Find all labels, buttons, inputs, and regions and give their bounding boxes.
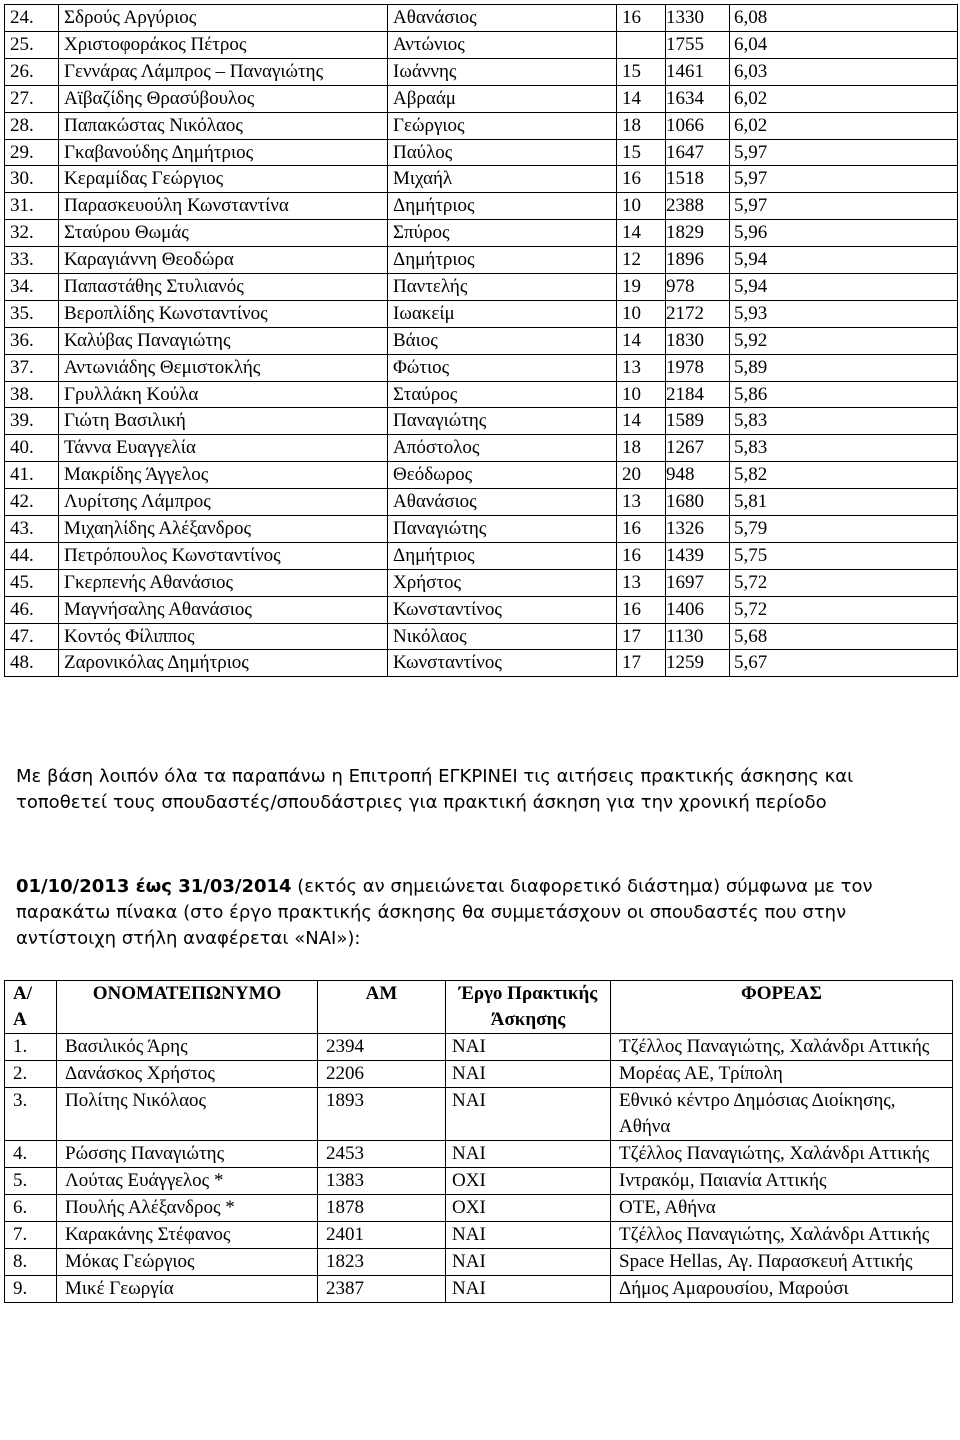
project-participation-cell: ΝΑΙ	[446, 1276, 611, 1303]
semester-cell: 14	[617, 327, 666, 354]
institution-cell: Δήμος Αμαρουσίου, Μαρούσι	[611, 1276, 953, 1303]
ranking-row	[5, 408, 958, 435]
project-participation-cell: ΝΑΙ	[446, 1249, 611, 1276]
ranking-row	[5, 166, 958, 193]
father-name-cell: Γεώργιος	[388, 112, 617, 139]
father-name-cell: Νικόλαος	[388, 623, 617, 650]
institution-cell: Εθνικό κέντρο Δημόσιας Διοίκησης, Αθήνα	[611, 1088, 953, 1141]
ranking-row	[5, 435, 958, 462]
father-name-cell: Δημήτριος	[388, 542, 617, 569]
grade-cell: 5,72	[730, 596, 958, 623]
semester-cell: 14	[617, 85, 666, 112]
am-cell: 1130	[666, 623, 730, 650]
ranking-row	[5, 327, 958, 354]
semester-cell: 14	[617, 220, 666, 247]
row-number-cell: 26.	[5, 58, 59, 85]
index-cell: 5.	[5, 1168, 57, 1195]
project-participation-cell: ΟΧΙ	[446, 1168, 611, 1195]
semester-cell: 13	[617, 489, 666, 516]
am-cell: 1461	[666, 58, 730, 85]
institution-cell: ΟΤΕ, Αθήνα	[611, 1195, 953, 1222]
surname-name-cell: Ζαρονικόλας Δημήτριος	[59, 650, 388, 677]
grade-cell: 6,03	[730, 58, 958, 85]
ranking-row	[5, 516, 958, 543]
am-cell: 1330	[666, 5, 730, 32]
placement-row	[5, 1088, 953, 1141]
am-cell: 1634	[666, 85, 730, 112]
row-number-cell: 32.	[5, 220, 59, 247]
am-cell: 2206	[318, 1061, 446, 1088]
am-cell: 2172	[666, 300, 730, 327]
project-participation-cell: ΝΑΙ	[446, 1061, 611, 1088]
ranking-row	[5, 85, 958, 112]
am-cell: 1267	[666, 435, 730, 462]
row-number-cell: 40.	[5, 435, 59, 462]
ranking-row	[5, 274, 958, 301]
grade-cell: 6,08	[730, 5, 958, 32]
father-name-cell: Ιωάννης	[388, 58, 617, 85]
ranking-row	[5, 31, 958, 58]
am-cell: 1896	[666, 247, 730, 274]
placement-row	[5, 1141, 953, 1168]
index-cell: 6.	[5, 1195, 57, 1222]
am-cell: 1893	[318, 1088, 446, 1141]
am-cell: 1680	[666, 489, 730, 516]
header-work: Έργο Πρακτικής Άσκησης	[446, 981, 611, 1034]
institution-cell: Τζέλλος Παναγιώτης, Χαλάνδρι Αττικής	[611, 1034, 953, 1061]
ranking-row	[5, 596, 958, 623]
ranking-row	[5, 58, 958, 85]
placement-table-header	[5, 981, 953, 1034]
row-number-cell: 39.	[5, 408, 59, 435]
placement-row	[5, 1061, 953, 1088]
grade-cell: 6,02	[730, 85, 958, 112]
project-participation-cell: ΝΑΙ	[446, 1222, 611, 1249]
semester-cell: 19	[617, 274, 666, 301]
surname-name-cell: Μαγνήσαλης Αθανάσιος	[59, 596, 388, 623]
am-cell: 2453	[318, 1141, 446, 1168]
semester-cell: 10	[617, 300, 666, 327]
student-name-cell: Πολίτης Νικόλαος	[57, 1088, 318, 1141]
father-name-cell: Βάιος	[388, 327, 617, 354]
father-name-cell: Θεόδωρος	[388, 462, 617, 489]
student-name-cell: Λούτας Ευάγγελος *	[57, 1168, 318, 1195]
grade-cell: 5,75	[730, 542, 958, 569]
index-cell: 2.	[5, 1061, 57, 1088]
semester-cell: 15	[617, 58, 666, 85]
row-number-cell: 42.	[5, 489, 59, 516]
father-name-cell: Αθανάσιος	[388, 5, 617, 32]
placement-row	[5, 1034, 953, 1061]
grade-cell: 5,72	[730, 569, 958, 596]
semester-cell: 13	[617, 354, 666, 381]
institution-cell: Ιντρακόμ, Παιανία Αττικής	[611, 1168, 953, 1195]
grade-cell: 5,92	[730, 327, 958, 354]
semester-cell	[617, 31, 666, 58]
am-cell: 1647	[666, 139, 730, 166]
header-index: Α/ Α	[5, 981, 57, 1034]
institution-cell: Τζέλλος Παναγιώτης, Χαλάνδρι Αττικής	[611, 1141, 953, 1168]
father-name-cell: Σπύρος	[388, 220, 617, 247]
father-name-cell: Κωνσταντίνος	[388, 650, 617, 677]
ranking-row	[5, 139, 958, 166]
institution-cell: Space Hellas, Αγ. Παρασκευή Αττικής	[611, 1249, 953, 1276]
father-name-cell: Αθανάσιος	[388, 489, 617, 516]
semester-cell: 10	[617, 381, 666, 408]
semester-cell: 16	[617, 542, 666, 569]
ranking-row	[5, 220, 958, 247]
student-name-cell: Δανάσκος Χρήστος	[57, 1061, 318, 1088]
father-name-cell: Αβραάμ	[388, 85, 617, 112]
surname-name-cell: Παπακώστας Νικόλαος	[59, 112, 388, 139]
student-name-cell: Μικέ Γεωργία	[57, 1276, 318, 1303]
am-cell: 1383	[318, 1168, 446, 1195]
placement-row	[5, 1276, 953, 1303]
am-cell: 2388	[666, 193, 730, 220]
am-cell: 2387	[318, 1276, 446, 1303]
row-number-cell: 27.	[5, 85, 59, 112]
header-row	[5, 981, 953, 1034]
am-cell: 1829	[666, 220, 730, 247]
period-paragraph	[16, 874, 936, 952]
grade-cell: 5,86	[730, 381, 958, 408]
surname-name-cell: Μιχαηλίδης Αλέξανδρος	[59, 516, 388, 543]
semester-cell: 18	[617, 435, 666, 462]
semester-cell: 16	[617, 596, 666, 623]
header-name: ΟΝΟΜΑΤΕΠΩΝΥΜΟ	[57, 981, 318, 1034]
institution-cell: Μορέας ΑΕ, Τρίπολη	[611, 1061, 953, 1088]
grade-cell: 5,97	[730, 139, 958, 166]
grade-cell: 5,97	[730, 166, 958, 193]
placement-row	[5, 1168, 953, 1195]
index-cell: 9.	[5, 1276, 57, 1303]
ranking-row	[5, 489, 958, 516]
surname-name-cell: Λυρίτσης Λάμπρος	[59, 489, 388, 516]
surname-name-cell: Παπαστάθης Στυλιανός	[59, 274, 388, 301]
row-number-cell: 46.	[5, 596, 59, 623]
row-number-cell: 38.	[5, 381, 59, 408]
am-cell: 978	[666, 274, 730, 301]
semester-cell: 16	[617, 166, 666, 193]
semester-cell: 10	[617, 193, 666, 220]
student-name-cell: Βασιλικός Άρης	[57, 1034, 318, 1061]
grade-cell: 5,94	[730, 247, 958, 274]
grade-cell: 5,79	[730, 516, 958, 543]
grade-cell: 5,89	[730, 354, 958, 381]
placement-table-body	[5, 1034, 953, 1303]
header-am: ΑΜ	[318, 981, 446, 1034]
grade-cell: 6,04	[730, 31, 958, 58]
row-number-cell: 44.	[5, 542, 59, 569]
ranking-row	[5, 193, 958, 220]
surname-name-cell: Σταύρου Θωμάς	[59, 220, 388, 247]
row-number-cell: 29.	[5, 139, 59, 166]
father-name-cell: Παναγιώτης	[388, 516, 617, 543]
am-cell: 1259	[666, 650, 730, 677]
grade-cell: 5,96	[730, 220, 958, 247]
surname-name-cell: Παρασκευούλη Κωνσταντίνα	[59, 193, 388, 220]
father-name-cell: Ιωακείμ	[388, 300, 617, 327]
student-name-cell: Μόκας Γεώργιος	[57, 1249, 318, 1276]
am-cell: 1406	[666, 596, 730, 623]
grade-cell: 5,82	[730, 462, 958, 489]
placement-row	[5, 1195, 953, 1222]
semester-cell: 13	[617, 569, 666, 596]
ranking-row	[5, 462, 958, 489]
surname-name-cell: Κεραμίδας Γεώργιος	[59, 166, 388, 193]
father-name-cell: Δημήτριος	[388, 193, 617, 220]
ranking-row	[5, 300, 958, 327]
ranking-row	[5, 650, 958, 677]
student-name-cell: Πουλής Αλέξανδρος *	[57, 1195, 318, 1222]
father-name-cell: Φώτιος	[388, 354, 617, 381]
surname-name-cell: Κοντός Φίλιππος	[59, 623, 388, 650]
am-cell: 1518	[666, 166, 730, 193]
period-text: (εκτός αν σημειώνεται διαφορετικό διάστημα) σύμφωνα με τον παρακάτω πίνακα (στο έργο πρακτικής άσκησης θα συμμετάσχουν οι σπουδαστές που στην αντίστοιχη στήλη αναφέρεται «ΝΑΙ»):	[16, 876, 873, 949]
father-name-cell: Μιχαήλ	[388, 166, 617, 193]
ranking-row	[5, 569, 958, 596]
grade-cell: 5,83	[730, 435, 958, 462]
father-name-cell: Απόστολος	[388, 435, 617, 462]
index-cell: 8.	[5, 1249, 57, 1276]
am-cell: 1697	[666, 569, 730, 596]
row-number-cell: 41.	[5, 462, 59, 489]
semester-cell: 16	[617, 5, 666, 32]
ranking-row	[5, 354, 958, 381]
grade-cell: 5,83	[730, 408, 958, 435]
am-cell: 2394	[318, 1034, 446, 1061]
row-number-cell: 31.	[5, 193, 59, 220]
grade-cell: 5,68	[730, 623, 958, 650]
semester-cell: 16	[617, 516, 666, 543]
row-number-cell: 47.	[5, 623, 59, 650]
grade-cell: 5,81	[730, 489, 958, 516]
row-number-cell: 45.	[5, 569, 59, 596]
ranking-row	[5, 542, 958, 569]
approval-paragraph: Με βάση λοιπόν όλα τα παραπάνω η Επιτροπή ΕΓΚΡΙΝΕΙ τις αιτήσεις πρακτικής άσκησης και τοποθετεί τους σπουδαστές/σπουδάστριες για πρακτική άσκηση για την χρονική περίοδο	[16, 766, 854, 813]
project-participation-cell: ΝΑΙ	[446, 1088, 611, 1141]
index-cell: 3.	[5, 1088, 57, 1141]
surname-name-cell: Γρυλλάκη Κούλα	[59, 381, 388, 408]
row-number-cell: 30.	[5, 166, 59, 193]
semester-cell: 18	[617, 112, 666, 139]
row-number-cell: 37.	[5, 354, 59, 381]
am-cell: 2184	[666, 381, 730, 408]
am-cell: 1830	[666, 327, 730, 354]
surname-name-cell: Βεροπλίδης Κωνσταντίνος	[59, 300, 388, 327]
institution-cell: Τζέλλος Παναγιώτης, Χαλάνδρι Αττικής	[611, 1222, 953, 1249]
am-cell: 1755	[666, 31, 730, 58]
grade-cell: 5,94	[730, 274, 958, 301]
row-number-cell: 48.	[5, 650, 59, 677]
surname-name-cell: Καραγιάννη Θεοδώρα	[59, 247, 388, 274]
semester-cell: 20	[617, 462, 666, 489]
am-cell: 2401	[318, 1222, 446, 1249]
semester-cell: 15	[617, 139, 666, 166]
am-cell: 1326	[666, 516, 730, 543]
student-name-cell: Ρώσσης Παναγιώτης	[57, 1141, 318, 1168]
semester-cell: 12	[617, 247, 666, 274]
semester-cell: 17	[617, 623, 666, 650]
project-participation-cell: ΟΧΙ	[446, 1195, 611, 1222]
father-name-cell: Παύλος	[388, 139, 617, 166]
period-dates: 01/10/2013 έως 31/03/2014	[16, 876, 292, 897]
surname-name-cell: Τάννα Ευαγγελία	[59, 435, 388, 462]
row-number-cell: 33.	[5, 247, 59, 274]
surname-name-cell: Χριστοφοράκος Πέτρος	[59, 31, 388, 58]
surname-name-cell: Μακρίδης Άγγελος	[59, 462, 388, 489]
placement-row	[5, 1249, 953, 1276]
placement-row	[5, 1222, 953, 1249]
header-institution: ΦΟΡΕΑΣ	[611, 981, 953, 1034]
surname-name-cell: Αϊβαζίδης Θρασύβουλος	[59, 85, 388, 112]
project-participation-cell: ΝΑΙ	[446, 1141, 611, 1168]
row-number-cell: 35.	[5, 300, 59, 327]
surname-name-cell: Πετρόπουλος Κωνσταντίνος	[59, 542, 388, 569]
father-name-cell: Δημήτριος	[388, 247, 617, 274]
ranking-row	[5, 623, 958, 650]
am-cell: 1589	[666, 408, 730, 435]
row-number-cell: 34.	[5, 274, 59, 301]
project-participation-cell: ΝΑΙ	[446, 1034, 611, 1061]
father-name-cell: Παναγιώτης	[388, 408, 617, 435]
am-cell: 1823	[318, 1249, 446, 1276]
surname-name-cell: Γιώτη Βασιλική	[59, 408, 388, 435]
ranking-row	[5, 381, 958, 408]
am-cell: 1978	[666, 354, 730, 381]
grade-cell: 5,97	[730, 193, 958, 220]
surname-name-cell: Αντωνιάδης Θεμιστοκλής	[59, 354, 388, 381]
semester-cell: 14	[617, 408, 666, 435]
surname-name-cell: Σδρούς Αργύριος	[59, 5, 388, 32]
am-cell: 1439	[666, 542, 730, 569]
index-cell: 1.	[5, 1034, 57, 1061]
semester-cell: 17	[617, 650, 666, 677]
index-cell: 4.	[5, 1141, 57, 1168]
ranking-row	[5, 247, 958, 274]
surname-name-cell: Γκερπενής Αθανάσιος	[59, 569, 388, 596]
row-number-cell: 28.	[5, 112, 59, 139]
ranking-row	[5, 112, 958, 139]
row-number-cell: 43.	[5, 516, 59, 543]
am-cell: 1066	[666, 112, 730, 139]
grade-cell: 5,67	[730, 650, 958, 677]
surname-name-cell: Γεννάρας Λάμπρος – Παναγιώτης	[59, 58, 388, 85]
row-number-cell: 25.	[5, 31, 59, 58]
row-number-cell: 24.	[5, 5, 59, 32]
father-name-cell: Χρήστος	[388, 569, 617, 596]
am-cell: 948	[666, 462, 730, 489]
father-name-cell: Παντελής	[388, 274, 617, 301]
father-name-cell: Αντώνιος	[388, 31, 617, 58]
ranking-table	[4, 4, 958, 677]
index-cell: 7.	[5, 1222, 57, 1249]
ranking-row	[5, 5, 958, 32]
grade-cell: 5,93	[730, 300, 958, 327]
student-name-cell: Καρακάνης Στέφανος	[57, 1222, 318, 1249]
father-name-cell: Σταύρος	[388, 381, 617, 408]
surname-name-cell: Καλύβας Παναγιώτης	[59, 327, 388, 354]
surname-name-cell: Γκαβανούδης Δημήτριος	[59, 139, 388, 166]
am-cell: 1878	[318, 1195, 446, 1222]
placement-table	[4, 980, 953, 1303]
row-number-cell: 36.	[5, 327, 59, 354]
grade-cell: 6,02	[730, 112, 958, 139]
father-name-cell: Κωνσταντίνος	[388, 596, 617, 623]
ranking-table-body	[5, 5, 958, 677]
